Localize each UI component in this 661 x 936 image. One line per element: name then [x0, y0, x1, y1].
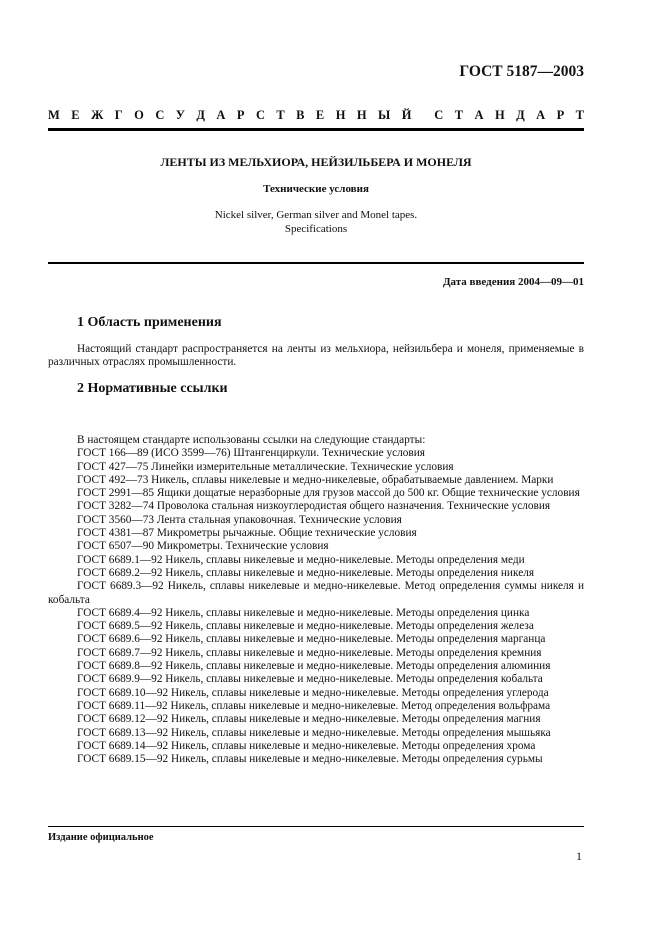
paragraph: Настоящий стандарт распространяется на ленты из мельхиора, нейзильбера и монеля, применяемые в различных отраслях промышленности. [48, 343, 584, 369]
banner-letter: Т [454, 108, 464, 122]
reference-item: ГОСТ 6689.6—92 Никель, сплавы никелевые и медно-никелевые. Методы определения марганца [77, 633, 546, 646]
reference-item: ГОСТ 6689.14—92 Никель, сплавы никелевые и медно-никелевые. Методы определения хрома [77, 739, 536, 752]
banner-letter: Е [71, 108, 80, 122]
banner-letter: Р [236, 108, 245, 122]
reference-item: ГОСТ 6689.7—92 Никель, сплавы никелевые и медно-никелевые. Методы определения кремния [77, 646, 542, 659]
reference-item: ГОСТ 4381—87 Микрометры рычажные. Общие технические условия [77, 527, 417, 540]
reference-item: ГОСТ 6689.13—92 Никель, сплавы никелевые и медно-никелевые. Методы определения мышьяка [77, 726, 551, 739]
english-title-line: Nickel silver, German silver and Monel tapes. [214, 209, 418, 221]
banner-letter: Е [315, 108, 325, 122]
reference-item: ГОСТ 6689.2—92 Никель, сплавы никелевые и медно-никелевые. Методы определения никеля [77, 566, 535, 579]
document-code: ГОСТ 5187—2003 [459, 63, 584, 80]
reference-item: ГОСТ 6689.4—92 Никель, сплавы никелевые и медно-никелевые. Методы определения цинка [77, 606, 530, 619]
reference-item: ГОСТ 492—73 Никель, сплавы никелевые и медно-никелевые, обрабатываемые давлением. Марки [77, 473, 554, 486]
reference-item: ГОСТ 6689.12—92 Никель, сплавы никелевые и медно-никелевые. Методы определения магния [77, 713, 541, 726]
banner-letter: Р [556, 108, 565, 122]
banner-letter: А [536, 108, 546, 122]
banner-letter: Ж [91, 108, 104, 122]
banner-letter: Н [494, 108, 505, 122]
banner-letter: С [255, 108, 265, 122]
reference-item: ГОСТ 3282—74 Проволока стальная низкоуглеродистая общего назначения. Технические условия [77, 500, 551, 513]
banner-letter: В [296, 108, 305, 122]
reference-item: ГОСТ 2991—85 Ящики дощатые неразборные для грузов массой до 500 кг. Общие технические условия [77, 487, 580, 500]
english-title-line: Specifications [284, 222, 348, 235]
standard-banner [48, 108, 584, 123]
banner-letter: С [155, 108, 165, 122]
section-heading: 1 Область применения [77, 315, 222, 330]
banner-letter: Т [276, 108, 285, 122]
banner-letter: Ы [378, 108, 391, 122]
reference-item: ГОСТ 3560—73 Лента стальная упаковочная. Технические условия [77, 513, 402, 526]
banner-letter: Д [196, 108, 205, 122]
document-subtitle: Технические условия [263, 183, 369, 195]
banner-letter: У [175, 108, 185, 122]
reference-item: ГОСТ 6689.9—92 Никель, сплавы никелевые и медно-никелевые. Методы определения кобальта [77, 673, 543, 686]
reference-item: ГОСТ 6689.1—92 Никель, сплавы никелевые и медно-никелевые. Методы определения меди [77, 553, 525, 566]
introduction-date: Дата введения 2004—09—01 [442, 276, 584, 288]
reference-item: ГОСТ 427—75 Линейки измерительные металлические. Технические условия [77, 460, 454, 473]
divider [48, 826, 584, 827]
banner-letter: О [134, 108, 144, 122]
banner-letter: Г [114, 108, 123, 122]
section-heading: 2 Нормативные ссылки [77, 381, 228, 396]
references-list [48, 434, 584, 766]
banner-letter: А [216, 108, 226, 122]
reference-item: ГОСТ 6689.15—92 Никель, сплавы никелевые и медно-никелевые. Методы определения сурьмы [77, 753, 543, 766]
references-intro: В настоящем стандарте использованы ссылки на следующие стандарты: [77, 434, 426, 446]
banner-letter: Д [516, 108, 525, 122]
section-text [48, 343, 584, 370]
reference-item: ГОСТ 6689.5—92 Никель, сплавы никелевые и медно-никелевые. Методы определения железа [77, 620, 534, 633]
divider [48, 128, 584, 131]
reference-item: ГОСТ 6507—90 Микрометры. Технические условия [77, 540, 329, 553]
page-number: 1 [576, 849, 582, 863]
document-title: ЛЕНТЫ ИЗ МЕЛЬХИОРА, НЕЙЗИЛЬБЕРА И МОНЕЛЯ [160, 155, 472, 169]
reference-item: ГОСТ 6689.11—92 Никель, сплавы никелевые и медно-никелевые. Метод определения вольфрама [77, 699, 551, 712]
reference-item: ГОСТ 6689.10—92 Никель, сплавы никелевые и медно-никелевые. Методы определения углерода [77, 686, 549, 699]
divider [48, 262, 584, 264]
banner-letter: Т [575, 108, 584, 122]
banner-letter: М [48, 108, 60, 122]
edition-note: Издание официальное [48, 832, 154, 843]
english-title [48, 209, 584, 236]
reference-item: ГОСТ 166—89 (ИСО 3599—76) Штангенциркули. Технические условия [77, 447, 425, 460]
banner-letter: Й [401, 108, 412, 122]
banner-letter: Н [356, 108, 367, 122]
banner-letter: С [434, 108, 444, 122]
reference-item: ГОСТ 6689.8—92 Никель, сплавы никелевые и медно-никелевые. Методы определения алюминия [77, 660, 551, 673]
banner-letter: Н [335, 108, 346, 122]
reference-item: ГОСТ 6689.3—92 Никель, сплавы никелевые и медно-никелевые. Метод определения суммы никеля и кобальта [48, 580, 584, 606]
banner-letter: А [474, 108, 484, 122]
